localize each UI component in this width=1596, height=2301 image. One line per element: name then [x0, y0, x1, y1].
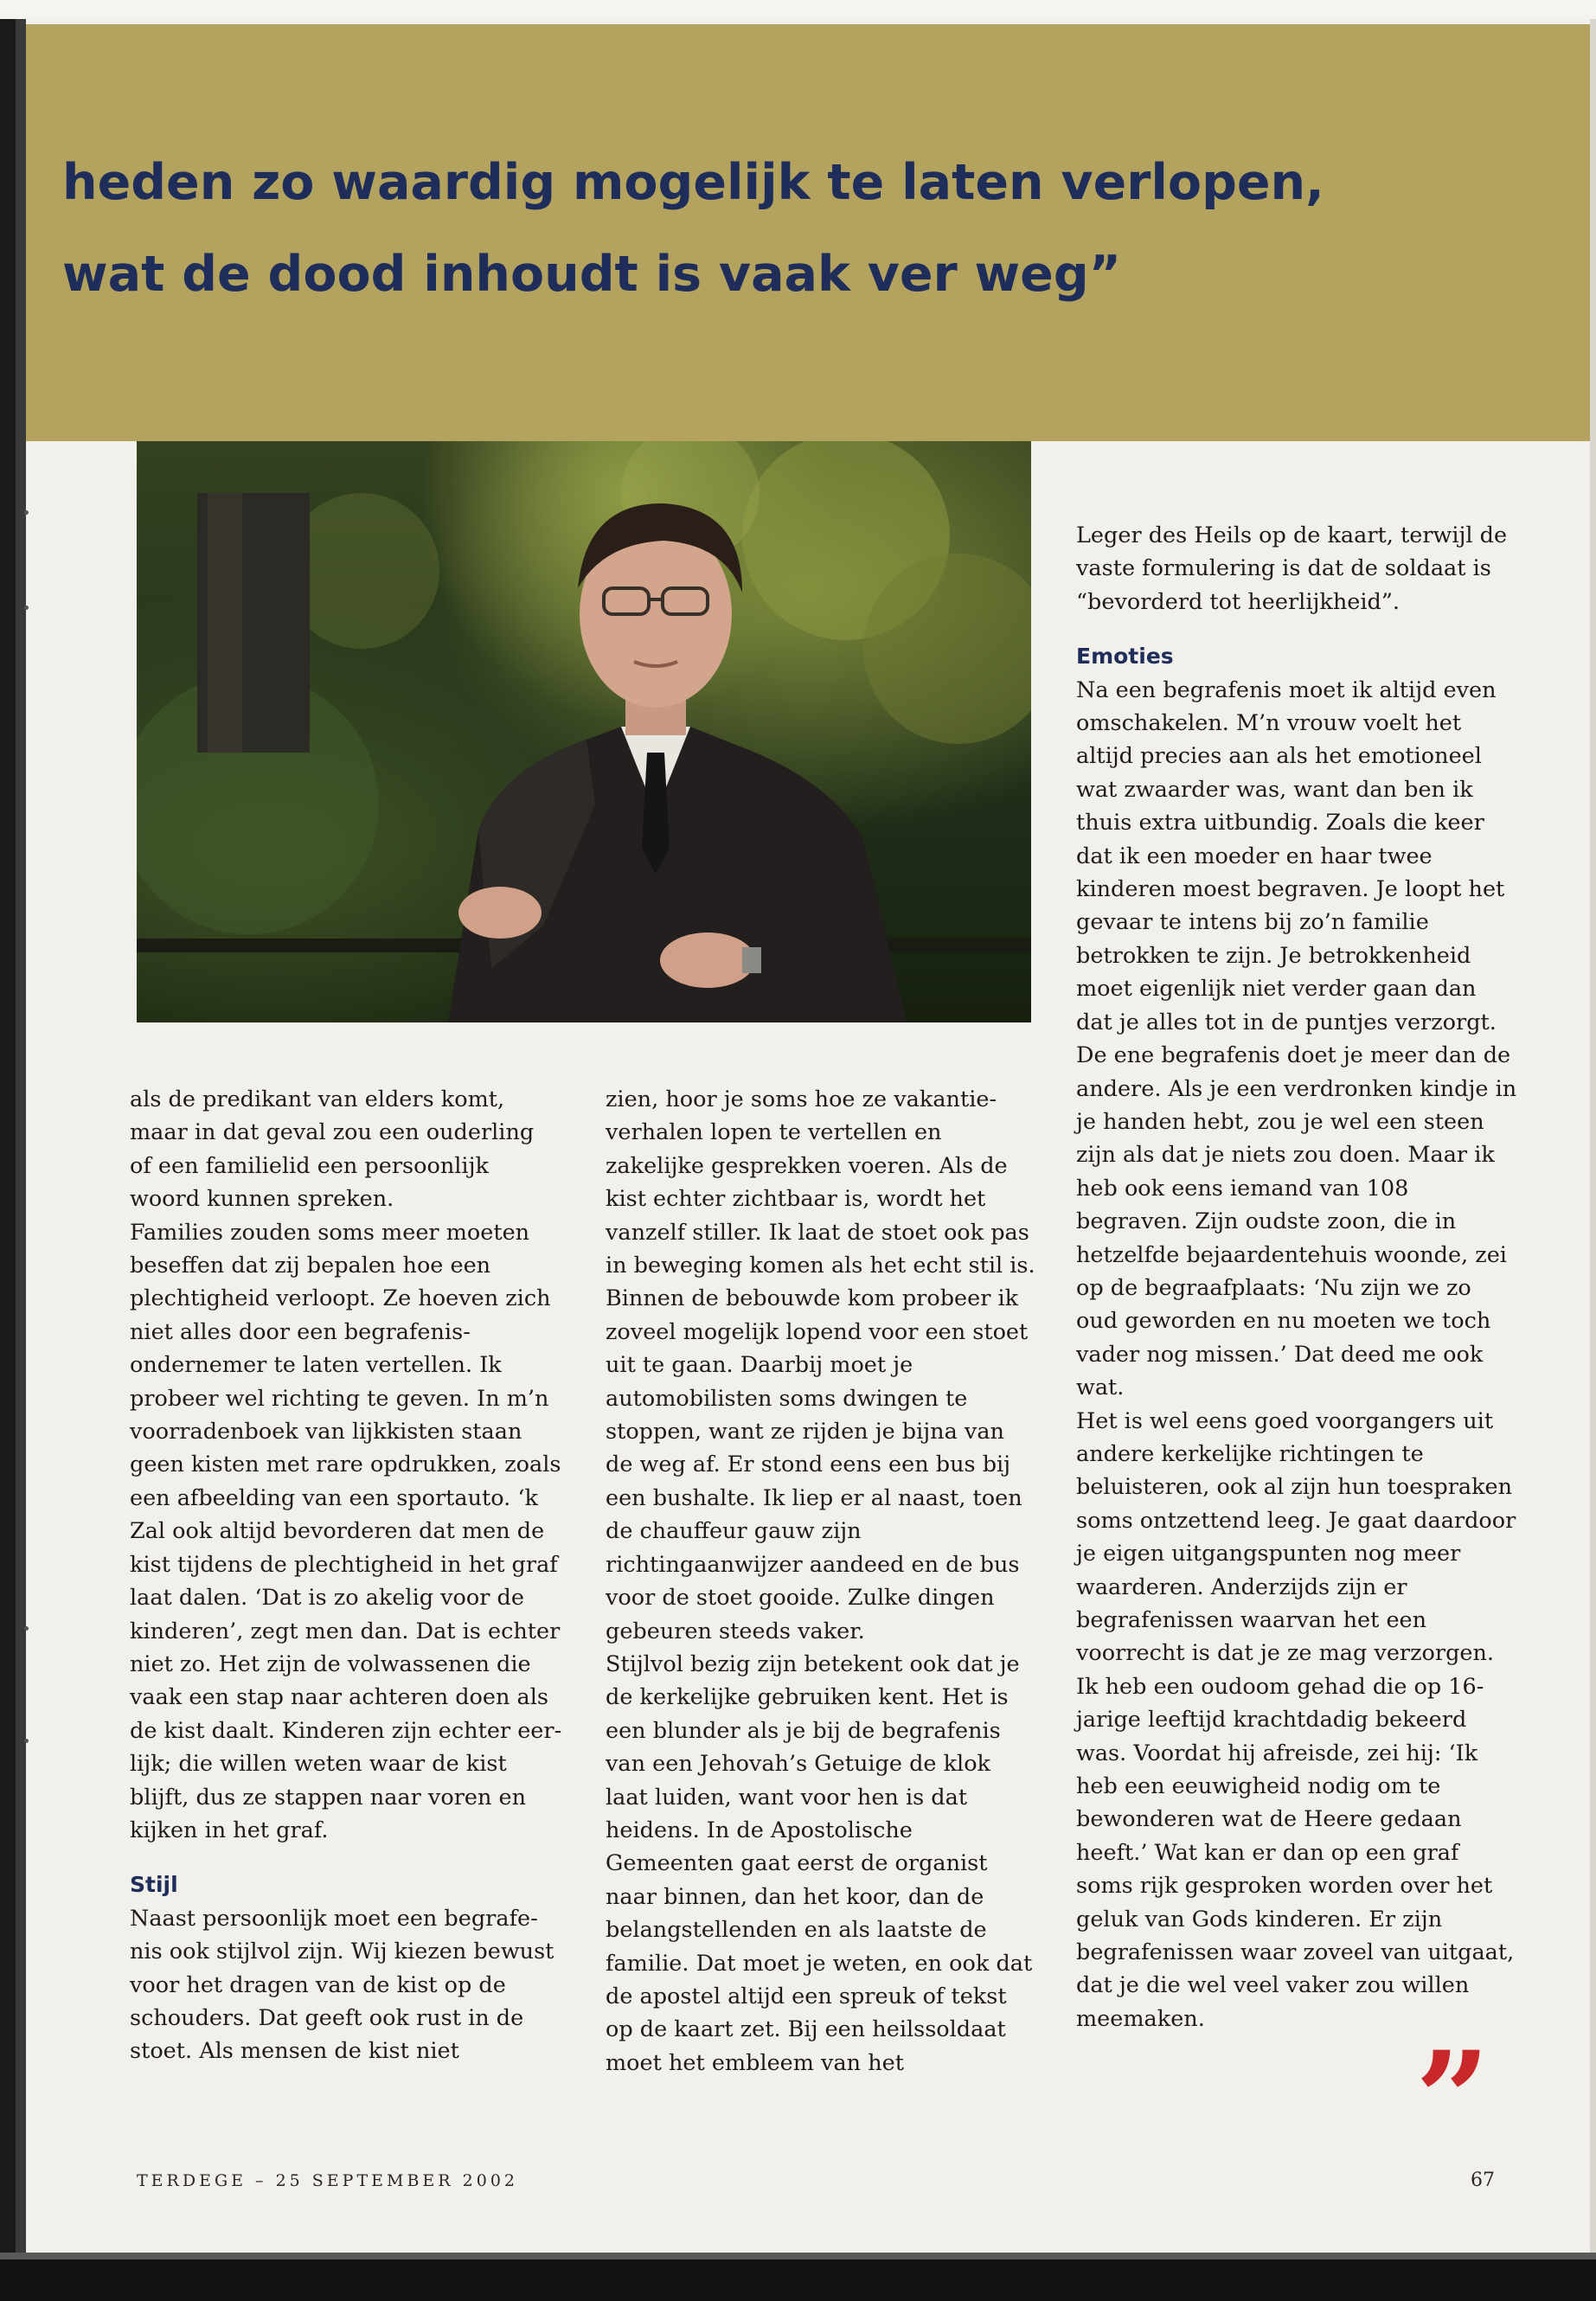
margin-mark	[24, 1626, 29, 1631]
article-column-3	[1076, 519, 1517, 2035]
headline-banner	[26, 24, 1590, 441]
scan-edge-left	[0, 19, 16, 2259]
column-1-paragraph-2: Families zouden soms meer moeten beseffen dat zij bepalen hoe een plechtigheid verloopt. Ze hoeven zich niet alles door een begrafenisondernemer te laten vertellen. Ik probeer wel richting te geven. In m’n voorradenboek van lijkkisten staan geen kisten met rare opdrukken, zoals een afbeelding van een sportauto. ‘k Zal ook altijd bevorderen dat men de kist tijdens de plechtigheid in het graf laat dalen. ‘Dat is zo akelig voor de kinderen’, zegt men dan. Dat is echter niet zo. Het zijn de volwassenen die vaak een stap naar achteren doen als de kist daalt. Kinderen zijn echter eerlijk; die willen weten waar de kist blijft, dus ze stappen naar voren en kijken in het graf.	[130, 1219, 562, 1843]
page-top-margin	[0, 0, 1596, 19]
column-2-paragraph-1: zien, hoor je soms hoe ze vakantieverhalen lopen te vertellen en zakelijke gesprekken voeren. Als de kist echter zichtbaar is, wordt het vanzelf stiller. Ik laat de stoet ook pas in beweging komen als het echt stil is.	[606, 1086, 1035, 1279]
page-number: 67	[1471, 2170, 1495, 2191]
portrait-photo	[137, 441, 1031, 1022]
column-2-paragraph-3: Stijlvol bezig zijn betekent ook dat je de kerkelijke gebruiken kent. Het is een blunder als je bij de begrafenis van een Jehovah’s Getuige de klok laat luiden, want voor hen is dat heidens. In de Apostolische Gemeenten gaat eerst de organist naar binnen, dan het koor, dan de belangstellenden en als laatste de familie. Dat moet je weten, en ook dat de apostel altijd een spreuk of tekst op de kaart zet. Bij een heilssoldaat moet het embleem van het	[606, 1650, 1033, 2076]
column-3-paragraph-1: Leger des Heils op de kaart, terwijl de vaste formulering is dat de soldaat is “bevorderd tot heerlijkheid”.	[1076, 522, 1508, 615]
margin-mark	[24, 606, 29, 610]
column-2-paragraph-2: Binnen de bebouwde kom probeer ik zoveel mogelijk lopend voor een stoet uit te gaan. Daarbij moet je automobilisten soms dwingen te stoppen, want ze rijden je bijna van de weg af. Er stond eens een bus bij een bushalte. Ik liep er al naast, toen de chauffeur gauw zijn richtingaanwijzer aandeed en de bus voor de stoet gooide. Zulke dingen gebeuren steeds vaker.	[606, 1285, 1029, 1644]
article-column-1	[130, 1083, 562, 2068]
footer-publication-line: TERDEGE – 25 SEPTEMBER 2002	[137, 2171, 518, 2190]
closing-quote-mark: ”	[1415, 2023, 1490, 2176]
column-1-paragraph-1: als de predikant van elders komt, maar in dat geval zou een ouderling of een familielid een persoonlijk woord kunnen spreken.	[130, 1086, 535, 1213]
margin-mark	[24, 510, 29, 515]
subhead-stijl: Stijl	[130, 1872, 178, 1898]
headline	[62, 137, 1533, 320]
column-3-paragraph-2: Na een begrafenis moet ik altijd even omschakelen. M’n vrouw voelt het altijd precies aan als het emotioneel wat zwaarder was, want dan ben ik thuis extra uitbundig. Zoals die keer dat ik een moeder en haar twee kinderen moest begraven. Je loopt het gevaar te intens bij zo’n familie betrokken te zijn. Je betrokkenheid moet eigenlijk niet verder gaan dan dat je alles tot in de puntjes verzorgt.	[1076, 676, 1505, 1035]
portrait-illustration	[137, 441, 1031, 1022]
column-3-paragraph-3: De ene begrafenis doet je meer dan de andere. Als je een verdronken kindje in je handen hebt, zou je wel een steen zijn als dat je niets zou doen. Maar ik heb ook eens iemand van 108 begraven. Zijn oudste zoon, die in hetzelfde bejaardentehuis woonde, zei op de begraafplaats: ‘Nu zijn we zo oud geworden en nu moeten we toch vader nog missen.’ Dat deed me ook wat.	[1076, 1042, 1517, 1401]
headline-line-2: wat de dood inhoudt is vaak ver weg”	[62, 246, 1122, 303]
scan-edge-right	[1590, 19, 1596, 2259]
scan-edge-left-shadow	[16, 19, 26, 2259]
column-1-paragraph-3: Naast persoonlijk moet een begrafenis ook stijlvol zijn. Wij kiezen bewust voor het dragen van de kist op de schouders. Dat geeft ook rust in de stoet. Als mensen de kist niet	[130, 1905, 554, 2065]
subhead-emoties: Emoties	[1076, 644, 1174, 670]
article-column-2	[606, 1083, 1038, 2080]
scan-edge-bottom	[0, 2259, 1596, 2301]
headline-line-1: heden zo waardig mogelijk te laten verlopen,	[62, 154, 1324, 211]
margin-mark	[24, 1739, 29, 1743]
column-3-paragraph-4: Het is wel eens goed voorgangers uit andere kerkelijke richtingen te beluisteren, ook al zijn hun toespraken soms ontzettend leeg. Je gaat daardoor je eigen uitgangspunten nog meer waarderen. Anderzijds zijn er begrafenissen waarvan het een voorrecht is dat je ze mag verzorgen. Ik heb een oudoom gehad die op 16-jarige leeftijd krachtdadig bekeerd was. Voordat hij afreisde, zei hij: ‘Ik heb een eeuwigheid nodig om te bewonderen wat de Heere gedaan heeft.’ Wat kan er dan op een graf soms rijk gesproken worden over het geluk van Gods kinderen. Er zijn begrafenissen waar zoveel van uitgaat, dat je die wel veel vaker zou willen meemaken.	[1076, 1407, 1516, 2032]
